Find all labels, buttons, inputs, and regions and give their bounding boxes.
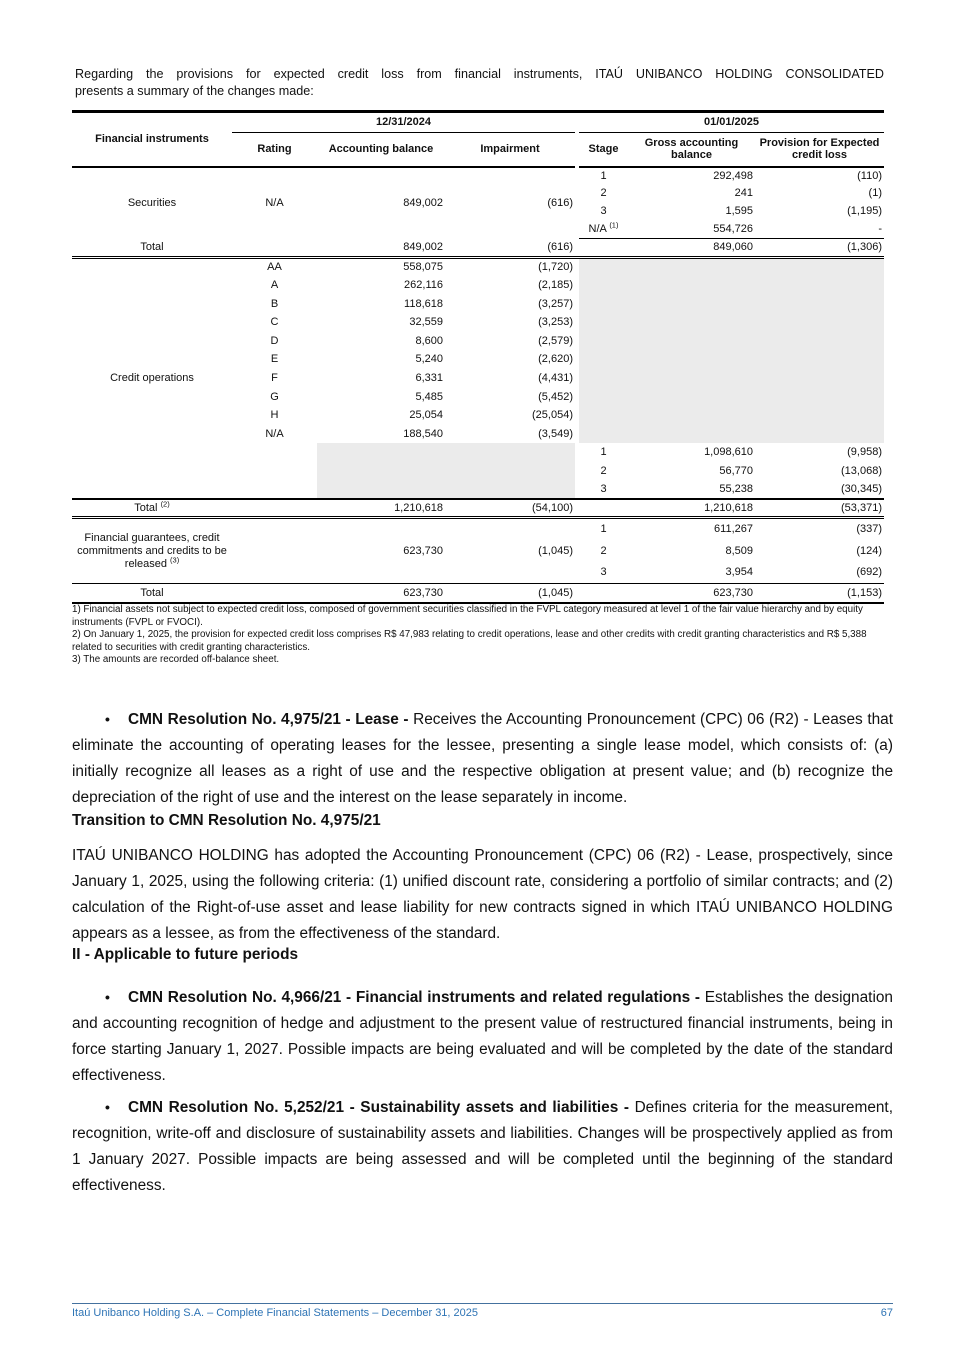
gross-cell: 554,726 [628,221,755,239]
impairment-cell: (2,185) [538,279,573,292]
guarantees-impairment: (1,045) [445,518,575,584]
securities-accounting-balance: 849,002 [403,196,443,209]
gross-cell: 56,770 [719,464,753,477]
balance-cell: 8,600 [415,334,443,347]
total-accounting-balance: 849,002 [317,239,445,258]
provision-cell: (9,958) [847,446,882,459]
provision-cell: (124) [856,544,882,557]
provision-cell: (692) [755,562,884,584]
financial-instruments-bullet-title: CMN Resolution No. 4,966/21 - Financial instruments and related regulations - [128,989,705,1006]
total-gross: 1,210,618 [628,499,755,518]
securities-total-row [72,239,884,258]
stage-cell: 3 [600,205,607,218]
impairment-cell: (4,431) [538,372,573,385]
total-label [72,499,232,518]
balance-cell: 25,054 [409,409,443,422]
provision-cell: (1) [868,187,882,200]
lease-bullet-text: Receives the Accounting Pronouncement (CPC) 06 (R2) - Leases that eliminate the accounting of operating leases for the lessee, presenting a single lease model, which consists of: (a) initially recognize all leases as a right of use and the respective obligation at present value; and (b) recognize the depreciation of the right of use and the interest on the lease separately in income. [72,711,893,806]
balance-cell: 118,618 [404,297,443,310]
sustainability-bullet-title: CMN Resolution No. 5,252/21 - Sustainability assets and liabilities - [128,1099,635,1116]
gross-cell: 1,595 [725,205,753,218]
impairment-cell: (2,620) [538,353,573,366]
footnote-2: 2) On January 1, 2025, the provision for expected credit loss comprises R$ 47,983 relating to credit operations, lease and other credits with credit granting characteristics and R$ 5,388 related to securities with credit granting characteristics. [72,629,867,653]
stage-cell: 2 [600,544,607,557]
guarantees-total-row [72,584,884,603]
ecl-table [72,110,884,604]
future-periods-heading: II - Applicable to future periods [72,946,299,963]
securities-impairment: (616) [547,196,573,209]
bullet-icon [105,706,128,733]
rating-cell: A [270,279,279,292]
header-stage: Stage [579,133,628,167]
total-label: Total [72,239,232,258]
ecl-table-container [72,110,884,604]
table-header-row [72,112,884,133]
footnote-ref-2: (2) [160,499,170,509]
balance-cell: 6,331 [415,372,443,385]
empty-cell [232,443,317,499]
gross-cell: 241 [734,187,753,200]
bullet-icon [105,984,128,1011]
impairment-cell: (2,579) [538,334,573,347]
transition-heading: Transition to CMN Resolution No. 4,975/21 [72,812,381,829]
total-accounting-balance: 1,210,618 [317,499,445,518]
provision-cell: (13,068) [841,464,882,477]
footnote-ref-3: (3) [170,555,180,565]
header-provision: Provision for Expected credit loss [755,133,884,167]
page-footer [72,1303,893,1319]
total-provision: (1,153) [755,584,884,603]
page-number: 67 [880,1307,893,1319]
empty-cell [579,584,628,603]
balance-cell: 5,485 [415,390,443,403]
gross-cell: 611,267 [714,523,753,536]
total-accounting-balance: 623,730 [317,584,445,603]
transition-paragraph: ITAÚ UNIBANCO HOLDING has adopted the Accounting Pronouncement (CPC) 06 (R2) - Lease, prospectively, since January 1, 2025, using the following criteria: (1) unified discount rate, considering a portfolio of similar contracts; and (2) calculation of the Right-of-use asset and lease liability for new contracts signed in which ITAÚ UNIBANCO HOLDING appears as a lessee, as from the effectiveness of the standard. [72,847,893,942]
impairment-cell: (3,549) [538,427,573,440]
empty-cell [232,584,317,603]
empty-cell [232,499,317,518]
footnote-1: 1) Financial assets not subject to expected credit loss, composed of government securities classified in the FVPL category measured at level 1 of the fair value hierarchy and by equity instruments (FVPL or FVOCI). [72,604,863,628]
sustainability-bullet-text: Defines criteria for the measurement, recognition, write-off and disclosure of sustainability assets and liabilities. Changes will be prospectively applied as from 1 January 2027. Possible impacts are being assessed and will be completed until the beginning of the standard effectiveness. [72,1099,893,1194]
gross-cell: 55,238 [628,480,755,499]
footer-document-title: Itaú Unibanco Holding S.A. – Complete Financial Statements – December 31, 2025 [72,1307,479,1319]
total-label: Total [72,584,232,603]
empty-cell [579,239,628,258]
impairment-cell: (25,054) [532,409,573,422]
balance-cell: 5,240 [415,353,443,366]
credit-operations-label: Credit operations [72,258,232,499]
rating-cell: C [270,316,279,329]
total-gross: 623,730 [628,584,755,603]
stage-cell: 3 [579,562,628,584]
header-rating: Rating [232,133,317,167]
total-provision: (53,371) [755,499,884,518]
rating-cell: D [270,334,279,347]
table-row [72,167,884,185]
guarantees-accounting-balance: 623,730 [317,518,445,584]
guarantees-text: Financial guarantees, credit commitments and credits to be released [77,532,227,570]
balance-cell: 188,540 [403,427,443,440]
stage-cell: 3 [579,480,628,499]
credit-total-row [72,499,884,518]
rating-cell: E [270,353,279,366]
table-row [72,518,884,540]
total-impairment: (616) [445,239,575,258]
provision-cell: (30,345) [755,480,884,499]
total-impairment: (54,100) [445,499,575,518]
header-impairment: Impairment [445,133,575,167]
financial-instruments-bullet-paragraph [72,984,893,1089]
provision-cell: (110) [857,169,882,182]
total-provision: (1,306) [755,239,884,258]
balance-cell: 558,075 [403,261,443,274]
gross-cell: 292,498 [713,169,753,182]
intro-line-1: Regarding the provisions for expected credit loss from financial instruments, ITAÚ UNIBANCO HOLDING CONSOLIDATED [75,67,884,81]
lease-bullet-title: CMN Resolution No. 4,975/21 - Lease - [128,711,414,728]
gross-cell: 1,098,610 [704,446,753,459]
intro-line-2: presents a summary of the changes made: [75,84,314,98]
rating-cell: F [271,372,278,385]
stage-cell: 2 [600,464,607,477]
guarantees-label [72,518,232,584]
footnote-ref-1: (1) [609,220,619,230]
provision-cell: (1,195) [847,205,882,218]
table-row [72,258,884,277]
gross-cell: 3,954 [628,562,755,584]
intro-paragraph [75,66,884,100]
impairment-cell: (5,452) [538,390,573,403]
not-applicable-gray-area [317,443,575,499]
impairment-cell: (3,253) [538,316,573,329]
balance-cell: 32,559 [409,316,443,329]
gross-cell: 8,509 [725,544,753,557]
stage-cell: 1 [600,446,607,459]
total-text: Total [134,501,158,514]
empty-cell [579,499,628,518]
stage-na: N/A [588,222,607,235]
table-footnotes [72,604,886,667]
empty-cell [232,518,317,584]
balance-cell: 262,116 [404,279,443,292]
stage-cell: 1 [600,523,607,536]
header-group-2025: 01/01/2025 [579,112,884,133]
stage-cell: 2 [600,187,607,200]
impairment-cell: (1,720) [538,261,573,274]
stage-cell [579,221,628,239]
footnote-3: 3) The amounts are recorded off-balance sheet. [72,654,280,666]
provision-cell: (337) [856,523,882,536]
securities-label: Securities [127,196,177,209]
empty-cell [232,239,317,258]
header-gross-accounting-balance: Gross accounting balance [628,133,755,167]
lease-bullet-paragraph [72,706,893,811]
rating-cell: AA [267,261,282,274]
total-impairment: (1,045) [445,584,575,603]
rating-cell: G [270,390,279,403]
total-gross: 849,060 [628,239,755,258]
rating-cell: B [270,297,279,310]
stage-cell: 1 [600,169,607,182]
sustainability-bullet-paragraph [72,1094,893,1199]
header-accounting-balance: Accounting balance [317,133,445,167]
not-applicable-gray-area [579,258,884,444]
header-financial-instruments: Financial instruments [72,112,232,167]
rating-cell: N/A [265,427,284,440]
header-group-2024: 12/31/2024 [232,112,575,133]
rating-cell: H [270,409,279,422]
impairment-cell: (3,257) [538,297,573,310]
provision-cell: - [755,221,884,239]
financial-instruments-bullet-text: Establishes the designation and accounting recognition of hedge and adjustment to the present value of restructured financial instruments, being in force starting January 1, 2027. Possible impacts are being evaluated and will be completed by the date of the standard effectiveness. [72,989,893,1084]
bullet-icon [105,1094,128,1121]
securities-rating: N/A [265,196,284,209]
